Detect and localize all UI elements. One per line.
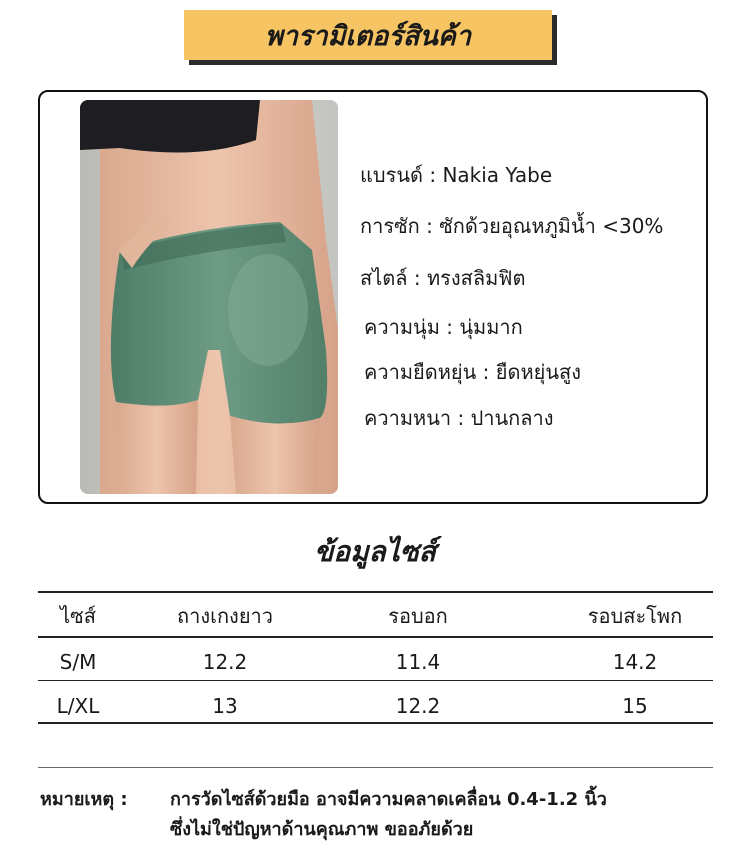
spec-separator: : [423,163,443,187]
table-cell: 11.4 [395,650,441,674]
spec-row [364,402,554,434]
spec-label: สไตล์ [360,266,408,290]
table-row-rule [38,680,713,681]
table-cell: 13 [212,694,238,718]
spec-label: ความยืดหยุ่น [364,360,477,384]
spec-row [360,262,525,294]
spec-label: แบรนด์ [360,163,423,187]
note-line-1: การวัดไซส์ด้วยมือ อาจมีความคลาดเคลื่อน 0.4-1.2 นิ้ว [170,789,607,810]
spec-value: ปานกลาง [470,406,554,430]
spec-separator: : [419,214,440,238]
spec-separator: : [439,315,460,339]
table-bottom-rule [38,722,713,724]
table-cell: 15 [622,694,648,718]
spec-value: Nakia Yabe [442,163,553,187]
shorts-model-image [80,100,338,494]
note-line-2: ซึ่งไม่ใช่ปัญหาด้านคุณภาพ ขออภัยด้วย [170,819,474,840]
spec-value: ทรงสลิมฟิต [426,266,526,290]
spec-value: นุ่มมาก [459,315,523,339]
table-header-cell: ไซส์ [60,604,96,628]
spec-label: ความหนา [364,406,452,430]
table-cell: S/M [59,650,97,674]
product-photo [80,100,338,494]
spec-row [364,356,581,388]
spec-row [360,159,552,191]
note-rule [38,767,713,768]
page-title: พารามิเตอร์สินค้า [264,20,472,52]
table-cell: 14.2 [612,650,658,674]
table-header-rule [38,636,713,638]
spec-value: ซักด้วยอุณหภูมิน้ำ <30% [439,214,664,238]
spec-label: ความนุ่ม [364,315,440,339]
table-header-cell: รอบอก [388,604,448,628]
spec-separator: : [407,266,427,290]
spec-value: ยืดหยุ่นสูง [495,360,582,384]
spec-separator: : [476,360,496,384]
table-cell: 12.2 [202,650,248,674]
note-label: หมายเหตุ : [40,789,128,810]
spec-separator: : [451,406,471,430]
table-cell: L/XL [56,694,100,718]
table-header-cell: ถางเกงยาว [177,604,273,628]
spec-label: การซัก [360,214,420,238]
table-top-rule [38,591,713,593]
spec-row [360,210,663,242]
size-section-title: ข้อมูลไซส์ [314,535,436,568]
spec-row [364,311,523,343]
table-header-cell: รอบสะโพก [587,604,683,628]
table-cell: 12.2 [395,694,441,718]
title-banner [184,10,552,60]
